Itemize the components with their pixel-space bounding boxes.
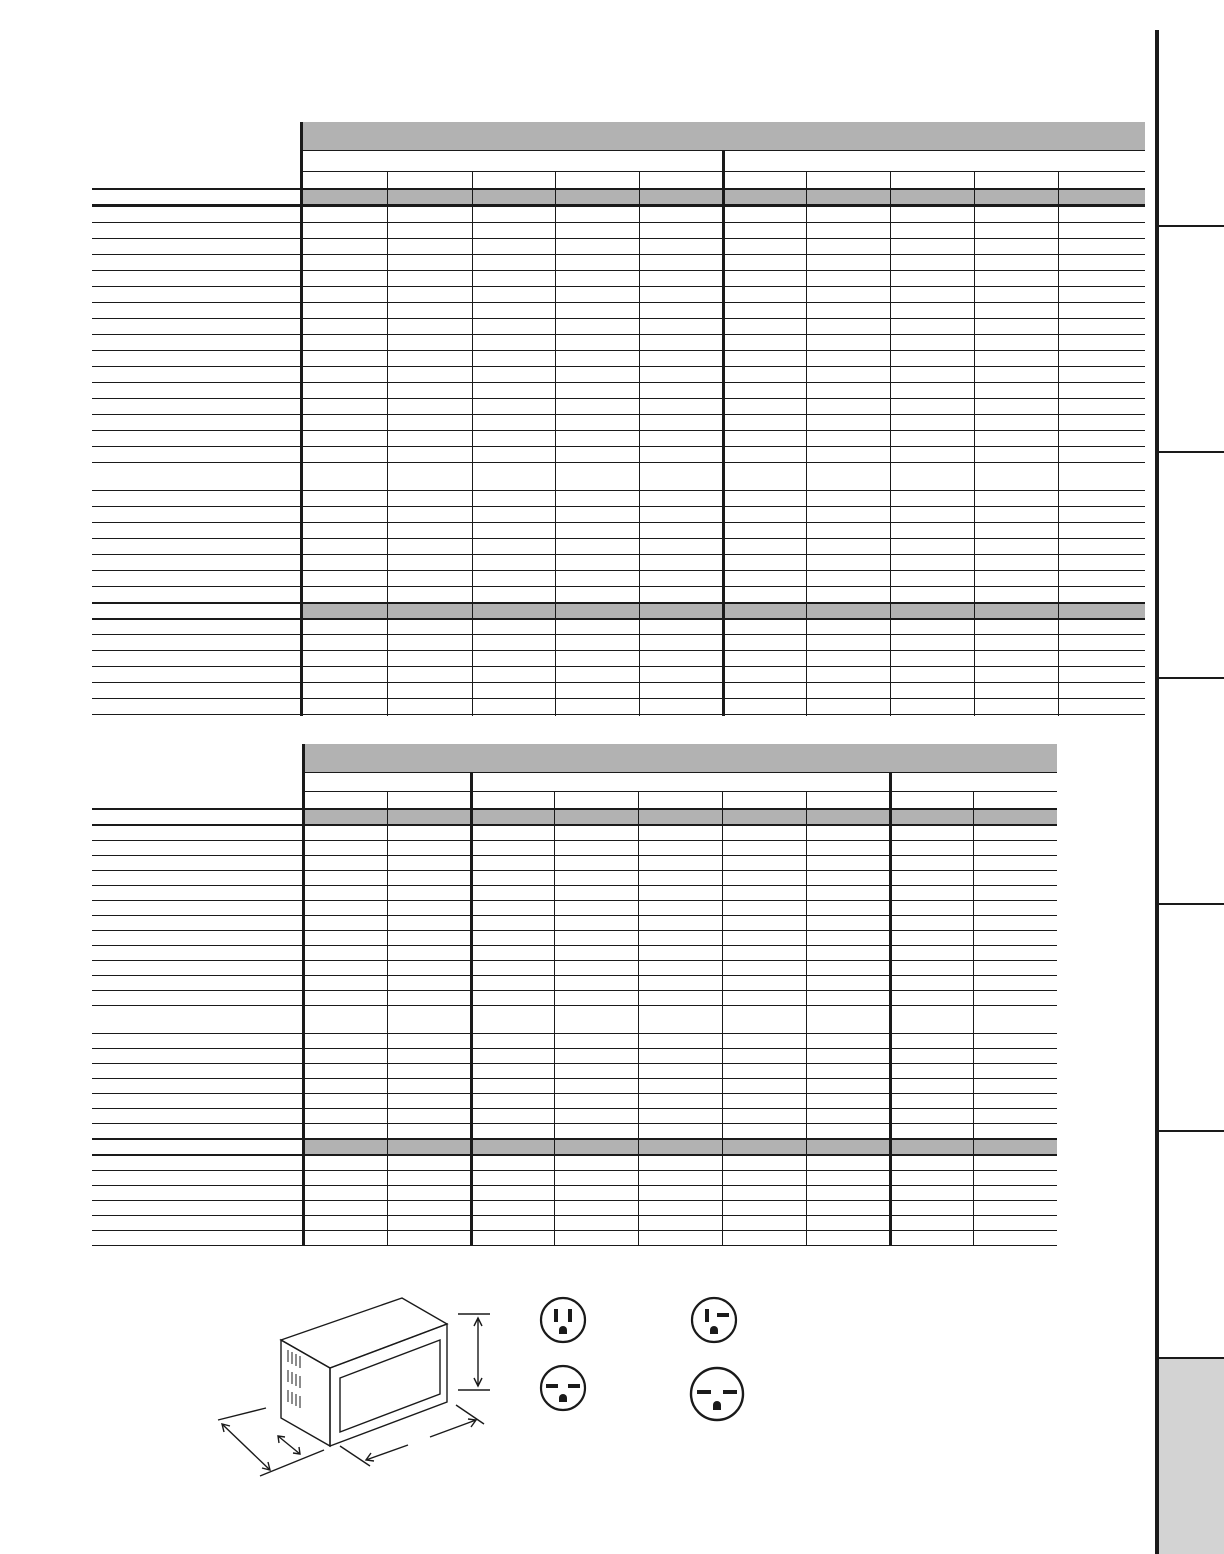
group-header-rule	[305, 772, 1057, 773]
section-header-band	[305, 1140, 1057, 1154]
table-row-rule	[92, 975, 1057, 976]
table-row-rule	[92, 990, 1057, 991]
section-bottom-rule	[92, 1154, 1057, 1156]
table-row-rule	[92, 960, 1057, 961]
table-row-rule	[92, 1245, 1057, 1246]
active-section-tab[interactable]	[1159, 1357, 1224, 1554]
table-row-rule	[92, 885, 1057, 886]
table-row-rule	[92, 900, 1057, 901]
label-column-divider	[302, 744, 305, 1246]
nema-6-20-receptacle-icon	[541, 1366, 585, 1410]
table-row-rule	[92, 1215, 1057, 1216]
unit-dimension-drawing	[200, 1290, 510, 1490]
table-row-rule	[92, 1170, 1057, 1171]
table-row-rule	[92, 930, 1057, 931]
nema-5-15-receptacle-icon	[541, 1298, 585, 1342]
table-row-rule	[92, 870, 1057, 871]
column-divider	[638, 791, 639, 1246]
table-row-rule	[92, 1033, 1057, 1034]
nema-6-15-receptacle-icon	[692, 1298, 736, 1342]
column-divider	[554, 791, 555, 1246]
table-row-rule	[92, 1185, 1057, 1186]
column-divider	[973, 791, 974, 1246]
table-row-rule	[92, 855, 1057, 856]
table-row-rule	[92, 1200, 1057, 1201]
section-bottom-rule	[92, 824, 1057, 826]
nema-6-30-receptacle-icon	[691, 1368, 743, 1420]
table-row-rule	[92, 1123, 1057, 1124]
table-row-rule	[92, 840, 1057, 841]
column-header-rule	[305, 791, 1057, 792]
table-row-rule	[92, 1108, 1057, 1109]
column-group-divider	[889, 772, 892, 1246]
table-row-rule	[92, 1063, 1057, 1064]
column-divider	[722, 791, 723, 1246]
column-group-divider	[470, 772, 473, 1246]
plug-receptacle-diagrams	[530, 1290, 760, 1430]
table-header-band	[305, 744, 1057, 772]
table-row-rule	[92, 1230, 1057, 1231]
table-row-rule	[92, 1005, 1057, 1006]
table-row-rule	[92, 1048, 1057, 1049]
table-row-rule	[92, 945, 1057, 946]
section-header-band	[305, 810, 1057, 824]
column-divider	[387, 791, 388, 1246]
table-row-rule	[92, 1093, 1057, 1094]
table-row-rule	[92, 1078, 1057, 1079]
column-divider	[806, 791, 807, 1246]
table-row-rule	[92, 915, 1057, 916]
